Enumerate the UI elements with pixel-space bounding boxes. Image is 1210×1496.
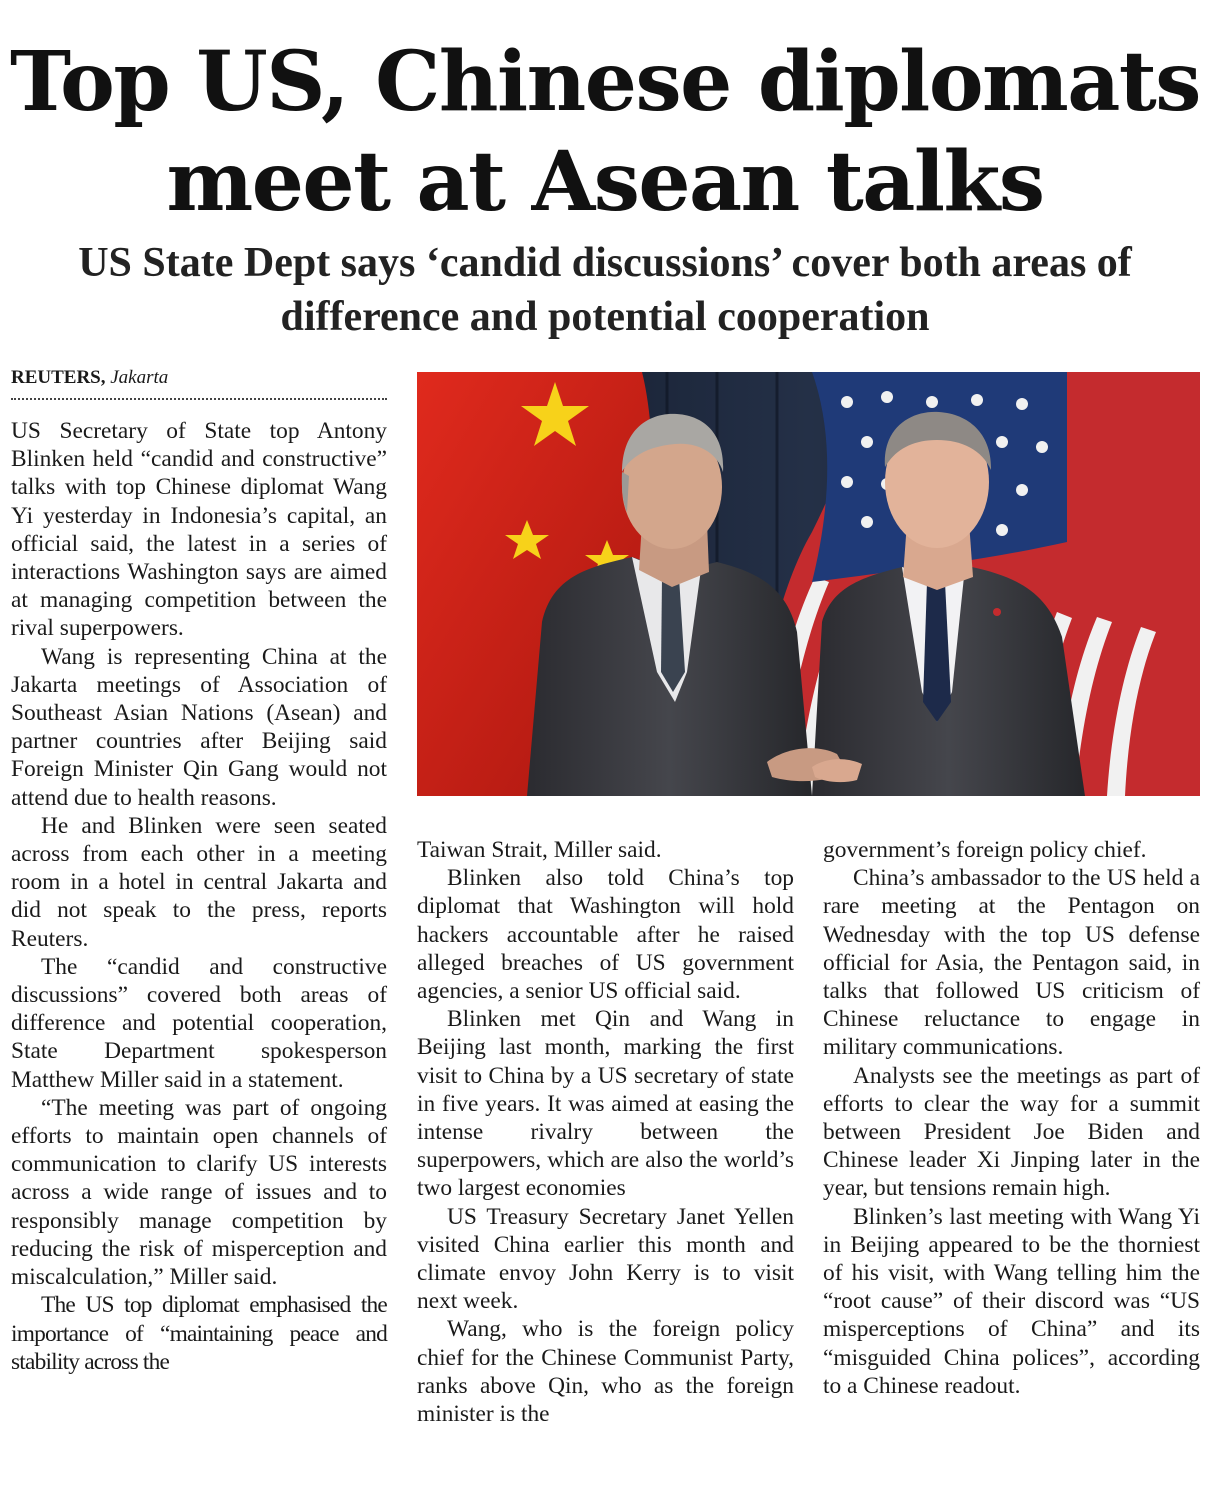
paragraph: US Secretary of State top Antony Blinken held “candid and constructive” talks with top Chinese diplomat Wang Yi yesterday in Indonesia’s capital, an official said, the latest in a series of interactions Washington says are aimed at managing competition between the rival superpowers. [11,418,387,642]
paragraph: China’s ambassador to the US held a rare meeting at the Pentagon on Wednesday with the top US defense official for Asia, the Pentagon said, in talks that followed US criticism of Chinese reluctance to engage in military communications. [823,865,1200,1061]
deck [20,236,1190,344]
paragraph: The US top diplomat emphasised the importance of “maintaining peace and stability across the [11,1292,387,1375]
paragraph: Blinken’s last meeting with Wang Yi in Beijing appeared to be the thorniest of his visit, with Wang telling him the “root cause” of their discord was “US misperceptions of China” and its “misguided China polices”, according to a Chinese readout. [823,1203,1200,1399]
paragraph: Blinken also told China’s top diplomat that Washington will hold hackers accountable after he raised alleged breaches of US government agencies, a senior US official said. [417,865,794,1005]
paragraph: Blinken met Qin and Wang in Beijing last month, marking the first visit to China by a US secretary of state in five years. It was aimed at easing the intense rivalry between the superpowers, which are also the world’s two largest economies [417,1006,794,1202]
byline [11,366,387,400]
article-column-1 [11,417,387,1376]
headline-line-2: meet at Asean talks [166,134,1044,230]
deck-line-2: difference and potential cooperation [280,294,930,340]
byline-city: Jakarta [110,367,169,388]
paragraph: Wang is representing China at the Jakarta meetings of Association of Southeast Asian Nations (Asean) and partner countries after Beijing said Foreign Minister Qin Gang would not attend due to health reasons. [11,643,387,811]
paragraph: Taiwan Strait, Miller said. [417,837,662,863]
paragraph: The “candid and constructive discussions” covered both areas of difference and potential cooperation, State Department spokesperson Matthew Miller said in a statement. [11,953,387,1093]
paragraph: Wang, who is the foreign policy chief for the Chinese Communist Party, ranks above Qin, who as the foreign minister is the [417,1316,794,1428]
paragraph: “The meeting was part of ongoing efforts to maintain open channels of communication to clarify US interests across a wide range of issues and to responsibly manage competition by reducing the risk of misperception and miscalculation,” Miller said. [11,1094,387,1291]
news-photo [417,372,1200,796]
paragraph: US Treasury Secretary Janet Yellen visited China earlier this month and climate envoy John Kerry is to visit next week. [417,1203,794,1315]
deck-line-1: US State Dept says ‘candid discussions’ cover both areas of [78,240,1132,286]
article-column-2 [417,836,794,1428]
headline-line-1: Top US, Chinese diplomats [10,34,1200,130]
article-column-3 [823,836,1200,1400]
paragraph: government’s foreign policy chief. [823,837,1147,863]
byline-agency: REUTERS, [11,367,106,388]
paragraph: Analysts see the meetings as part of efforts to clear the way for a summit between President Joe Biden and Chinese leader Xi Jinping later in the year, but tensions remain high. [823,1062,1200,1202]
paragraph: He and Blinken were seen seated across from each other in a meeting room in a hotel in central Jakarta and did not speak to the press, reports Reuters. [11,812,387,952]
headline [0,32,1210,232]
